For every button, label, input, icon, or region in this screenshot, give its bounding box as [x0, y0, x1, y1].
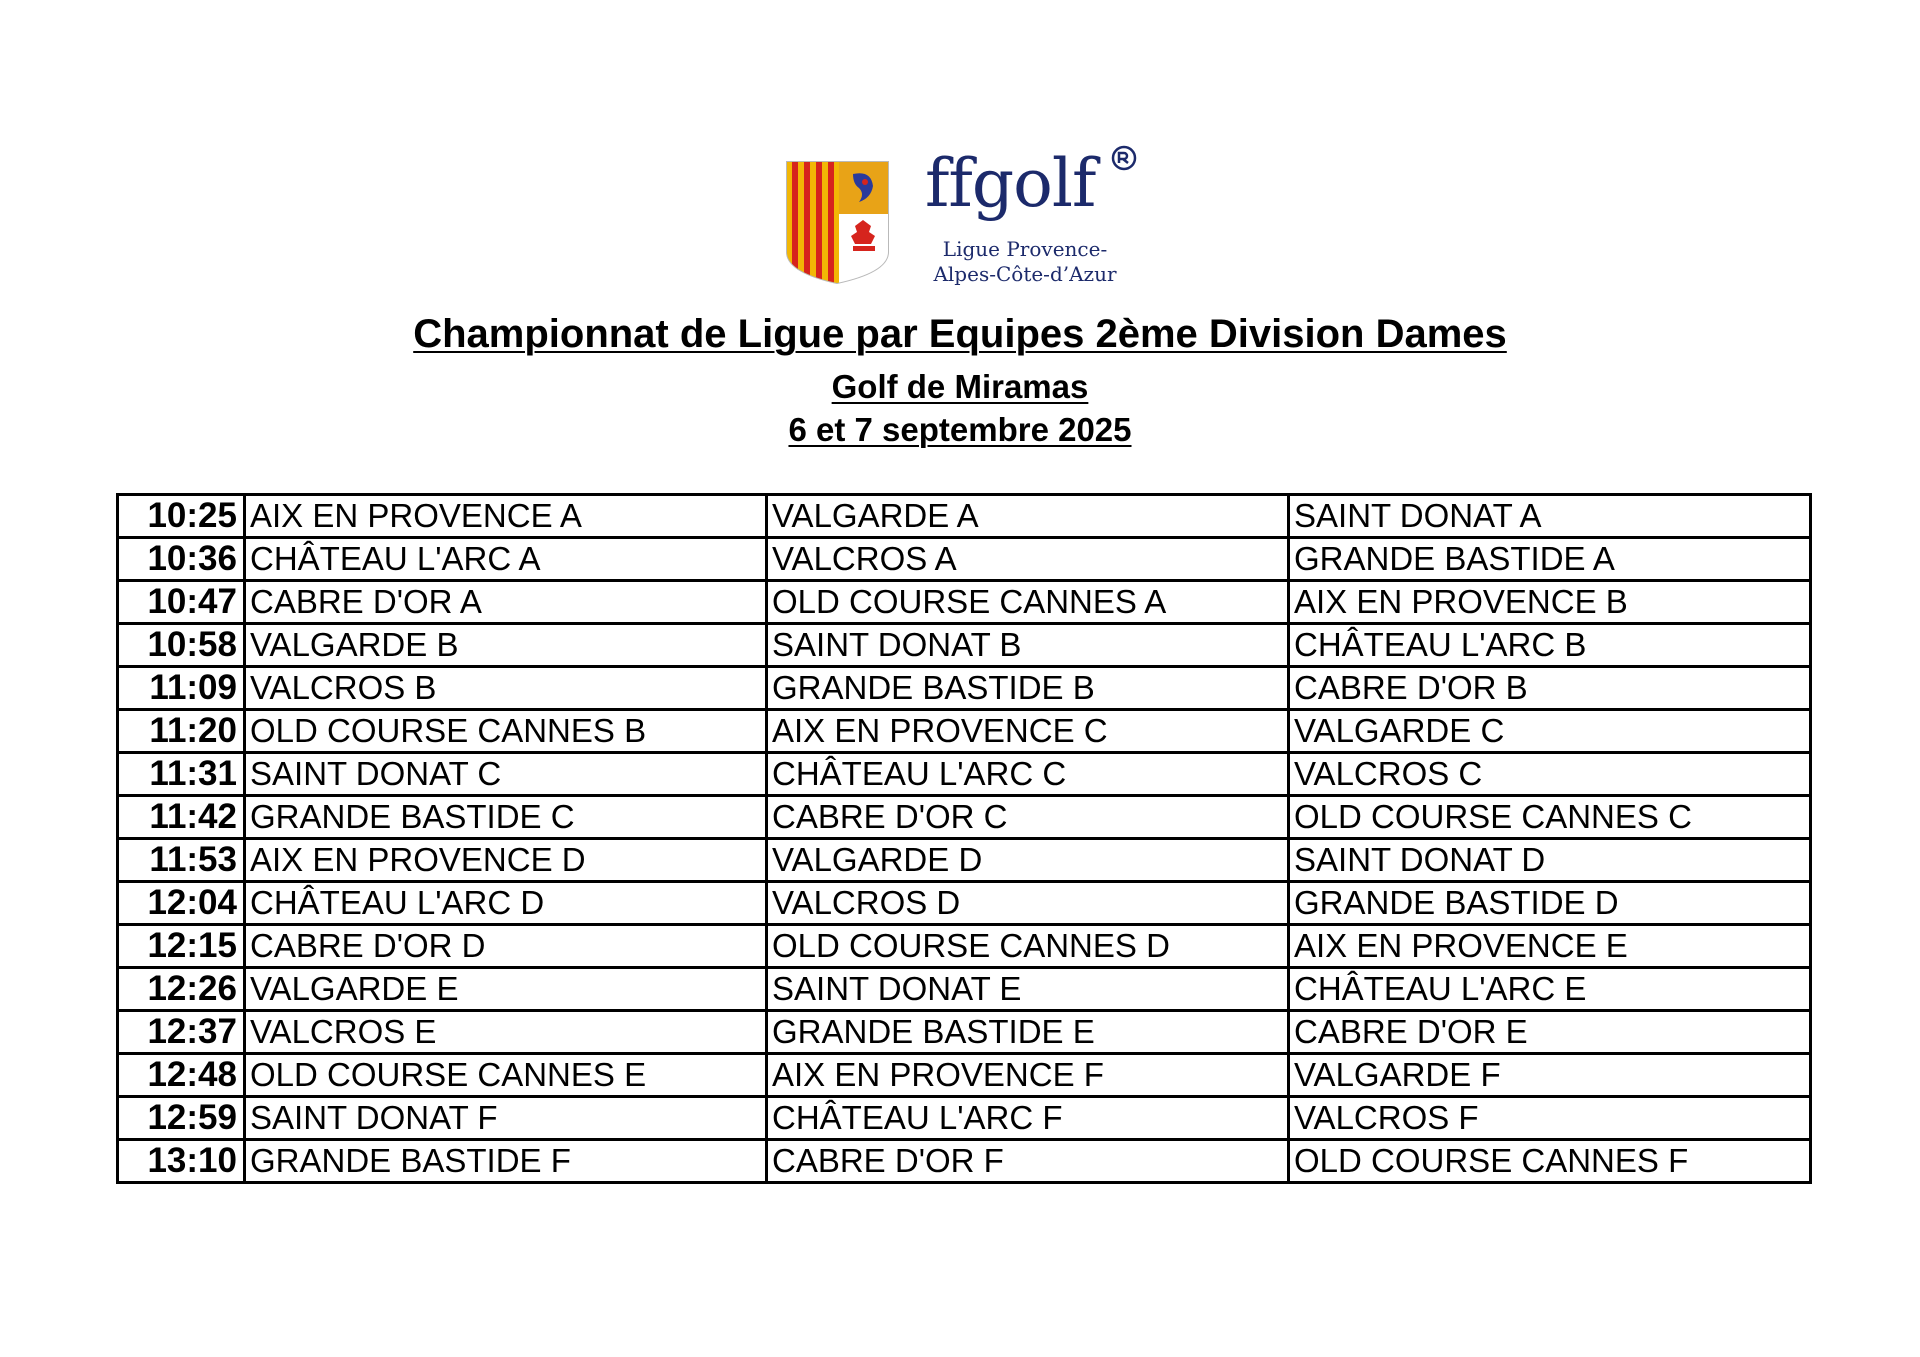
tee-time: 11:42 [118, 796, 245, 839]
team-cell: VALGARDE D [767, 839, 1289, 882]
tee-time: 12:48 [118, 1054, 245, 1097]
league-name [925, 237, 1125, 287]
venue-name: Golf de Miramas [831, 368, 1089, 405]
tee-time: 11:20 [118, 710, 245, 753]
table-row [118, 1054, 1811, 1097]
table-row [118, 925, 1811, 968]
league-logo [785, 145, 1155, 295]
table-row [118, 581, 1811, 624]
tee-time: 10:36 [118, 538, 245, 581]
team-cell: CHÂTEAU L'ARC C [767, 753, 1289, 796]
table-row [118, 753, 1811, 796]
team-cell: SAINT DONAT A [1289, 495, 1811, 538]
team-cell: CABRE D'OR B [1289, 667, 1811, 710]
team-cell: CABRE D'OR C [767, 796, 1289, 839]
ffgolf-brand [925, 145, 1155, 295]
table-row [118, 495, 1811, 538]
team-cell: AIX EN PROVENCE D [245, 839, 767, 882]
tee-time-table [116, 493, 1812, 1184]
page-title: Championnat de Ligue par Equipes 2ème Division Dames [413, 312, 1507, 356]
provence-shield-icon [785, 160, 890, 285]
team-cell: VALGARDE E [245, 968, 767, 1011]
table-row [118, 667, 1811, 710]
team-cell: OLD COURSE CANNES F [1289, 1140, 1811, 1183]
tee-time: 10:47 [118, 581, 245, 624]
team-cell: SAINT DONAT B [767, 624, 1289, 667]
tee-time: 12:37 [118, 1011, 245, 1054]
tee-time: 10:58 [118, 624, 245, 667]
team-cell: CHÂTEAU L'ARC D [245, 882, 767, 925]
tee-time: 10:25 [118, 495, 245, 538]
table-row [118, 839, 1811, 882]
team-cell: VALCROS B [245, 667, 767, 710]
table-row [118, 1011, 1811, 1054]
team-cell: GRANDE BASTIDE A [1289, 538, 1811, 581]
team-cell: OLD COURSE CANNES E [245, 1054, 767, 1097]
team-cell: SAINT DONAT C [245, 753, 767, 796]
tee-time: 12:15 [118, 925, 245, 968]
tee-time: 12:59 [118, 1097, 245, 1140]
team-cell: OLD COURSE CANNES D [767, 925, 1289, 968]
league-name-line-2: Alpes-Côte-d’Azur [933, 262, 1117, 286]
team-cell: GRANDE BASTIDE C [245, 796, 767, 839]
team-cell: OLD COURSE CANNES C [1289, 796, 1811, 839]
team-cell: CABRE D'OR D [245, 925, 767, 968]
team-cell: GRANDE BASTIDE B [767, 667, 1289, 710]
team-cell: OLD COURSE CANNES A [767, 581, 1289, 624]
team-cell: VALCROS F [1289, 1097, 1811, 1140]
event-date: 6 et 7 septembre 2025 [788, 411, 1132, 448]
tee-time: 11:53 [118, 839, 245, 882]
team-cell: VALGARDE A [767, 495, 1289, 538]
tee-time: 11:09 [118, 667, 245, 710]
team-cell: VALCROS D [767, 882, 1289, 925]
team-cell: SAINT DONAT F [245, 1097, 767, 1140]
team-cell: CHÂTEAU L'ARC F [767, 1097, 1289, 1140]
team-cell: GRANDE BASTIDE E [767, 1011, 1289, 1054]
team-cell: CABRE D'OR F [767, 1140, 1289, 1183]
table-row [118, 538, 1811, 581]
team-cell: VALGARDE B [245, 624, 767, 667]
table-row [118, 1140, 1811, 1183]
team-cell: VALCROS E [245, 1011, 767, 1054]
league-name-line-1: Ligue Provence- [942, 237, 1108, 261]
team-cell: VALCROS A [767, 538, 1289, 581]
team-cell: CHÂTEAU L'ARC B [1289, 624, 1811, 667]
table-row [118, 1097, 1811, 1140]
team-cell: AIX EN PROVENCE E [1289, 925, 1811, 968]
team-cell: AIX EN PROVENCE B [1289, 581, 1811, 624]
table-row [118, 624, 1811, 667]
table-row [118, 968, 1811, 1011]
team-cell: AIX EN PROVENCE A [245, 495, 767, 538]
table-row [118, 796, 1811, 839]
tee-time: 12:26 [118, 968, 245, 1011]
team-cell: SAINT DONAT D [1289, 839, 1811, 882]
team-cell: CHÂTEAU L'ARC A [245, 538, 767, 581]
team-cell: CABRE D'OR A [245, 581, 767, 624]
team-cell: SAINT DONAT E [767, 968, 1289, 1011]
registered-mark-icon [1111, 145, 1137, 171]
team-cell: AIX EN PROVENCE C [767, 710, 1289, 753]
tee-time: 13:10 [118, 1140, 245, 1183]
table-row [118, 882, 1811, 925]
team-cell: AIX EN PROVENCE F [767, 1054, 1289, 1097]
team-cell: OLD COURSE CANNES B [245, 710, 767, 753]
team-cell: VALGARDE F [1289, 1054, 1811, 1097]
team-cell: CHÂTEAU L'ARC E [1289, 968, 1811, 1011]
team-cell: GRANDE BASTIDE D [1289, 882, 1811, 925]
tee-time: 12:04 [118, 882, 245, 925]
team-cell: VALCROS C [1289, 753, 1811, 796]
team-cell: CABRE D'OR E [1289, 1011, 1811, 1054]
brand-name: ffgolf [925, 145, 1096, 222]
table-row [118, 710, 1811, 753]
tee-time: 11:31 [118, 753, 245, 796]
team-cell: VALGARDE C [1289, 710, 1811, 753]
team-cell: GRANDE BASTIDE F [245, 1140, 767, 1183]
